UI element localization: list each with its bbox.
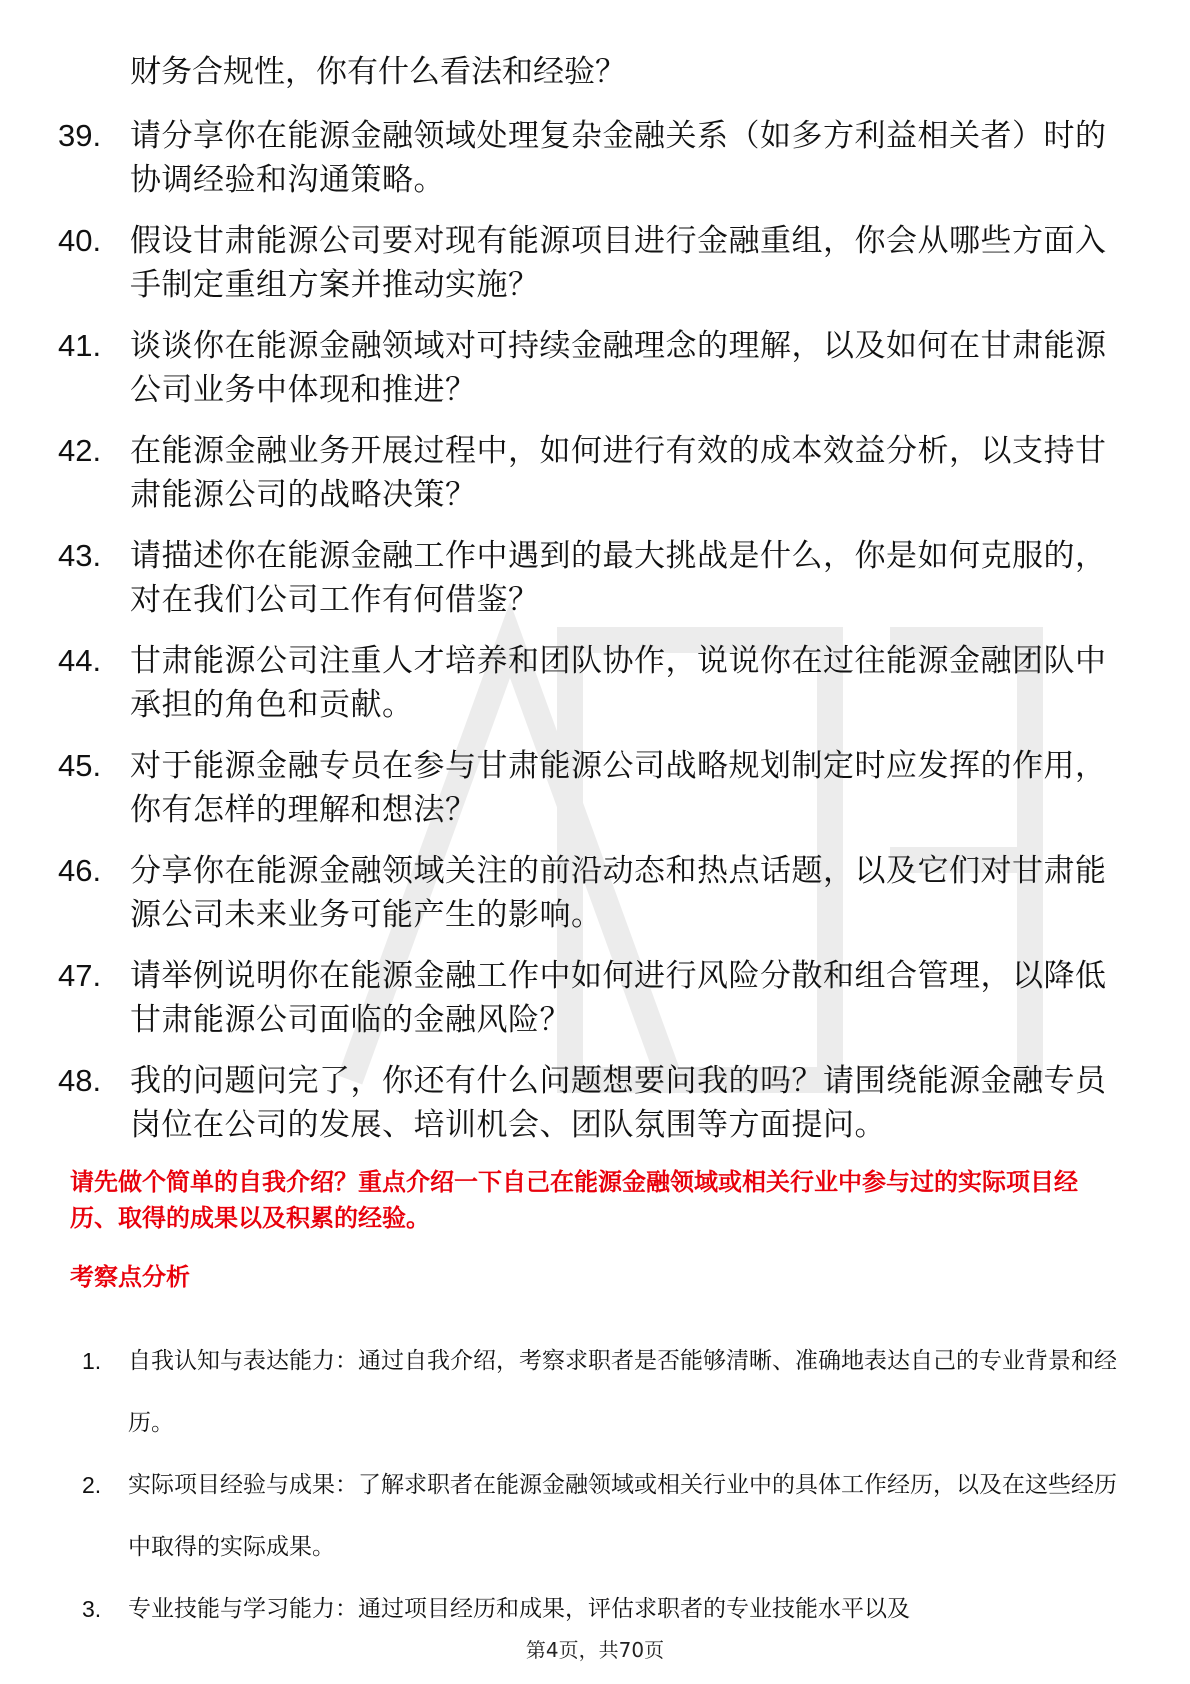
analysis-number: 2.	[82, 1472, 102, 1498]
question-number: 42.	[58, 433, 102, 468]
question-number: 41.	[58, 328, 102, 363]
page-footer: 第4页，共70页	[525, 1638, 665, 1662]
question-text: 请描述你在能源金融工作中遇到的最大挑战是什么，你是如何克服的，对在我们公司工作有何借鉴？	[130, 538, 1107, 618]
continuation-text: 财务合规性，你有什么看法和经验？	[130, 54, 626, 90]
question-number: 40.	[58, 223, 102, 258]
question-item	[58, 114, 1118, 202]
question-item	[58, 219, 1118, 307]
question-text: 假设甘肃能源公司要对现有能源项目进行金融重组，你会从哪些方面入手制定重组方案并推动实施？	[130, 223, 1107, 303]
question-text: 在能源金融业务开展过程中，如何进行有效的成本效益分析，以支持甘肃能源公司的战略决策？	[130, 433, 1107, 513]
question-list	[58, 114, 1118, 1164]
question-item	[58, 954, 1118, 1042]
analysis-item	[82, 1454, 1122, 1578]
question-item	[58, 849, 1118, 937]
question-text: 对于能源金融专员在参与甘肃能源公司战略规划制定时应发挥的作用，你有怎样的理解和想法？	[130, 748, 1107, 828]
highlighted-question: 请先做个简单的自我介绍？重点介绍一下自己在能源金融领域或相关行业中参与过的实际项目经历、取得的成果以及积累的经验。	[70, 1168, 1078, 1232]
question-number: 46.	[58, 853, 102, 888]
analysis-text: 自我认知与表达能力：通过自我介绍，考察求职者是否能够清晰、准确地表达自己的专业背景和经历。	[128, 1348, 1117, 1436]
question-number: 44.	[58, 643, 102, 678]
analysis-number: 3.	[82, 1596, 102, 1622]
question-number: 39.	[58, 118, 102, 153]
analysis-list	[82, 1330, 1122, 1640]
question-item	[58, 534, 1118, 622]
analysis-item	[82, 1578, 1122, 1640]
question-number: 45.	[58, 748, 102, 783]
question-number: 48.	[58, 1063, 102, 1098]
analysis-text: 实际项目经验与成果：了解求职者在能源金融领域或相关行业中的具体工作经历，以及在这些经历中取得的实际成果。	[128, 1472, 1117, 1560]
question-number: 47.	[58, 958, 102, 993]
analysis-item	[82, 1330, 1122, 1454]
question-item	[58, 429, 1118, 517]
question-text: 分享你在能源金融领域关注的前沿动态和热点话题，以及它们对甘肃能源公司未来业务可能产生的影响。	[130, 853, 1107, 933]
question-text: 甘肃能源公司注重人才培养和团队协作，说说你在过往能源金融团队中承担的角色和贡献。	[130, 643, 1107, 723]
question-text: 谈谈你在能源金融领域对可持续金融理念的理解，以及如何在甘肃能源公司业务中体现和推进？	[130, 328, 1107, 408]
analysis-heading: 考察点分析	[70, 1263, 190, 1291]
question-item	[58, 639, 1118, 727]
question-text: 我的问题问完了，你还有什么问题想要问我的吗？请围绕能源金融专员岗位在公司的发展、培训机会、团队氛围等方面提问。	[130, 1063, 1107, 1143]
question-text: 请举例说明你在能源金融工作中如何进行风险分散和组合管理，以降低甘肃能源公司面临的金融风险？	[130, 958, 1107, 1038]
analysis-text: 专业技能与学习能力：通过项目经历和成果，评估求职者的专业技能水平以及	[128, 1596, 910, 1622]
question-item	[58, 1059, 1118, 1147]
question-number: 43.	[58, 538, 102, 573]
question-text: 请分享你在能源金融领域处理复杂金融关系（如多方利益相关者）时的协调经验和沟通策略。	[130, 118, 1107, 198]
analysis-number: 1.	[82, 1348, 102, 1374]
question-item	[58, 744, 1118, 832]
question-item	[58, 324, 1118, 412]
